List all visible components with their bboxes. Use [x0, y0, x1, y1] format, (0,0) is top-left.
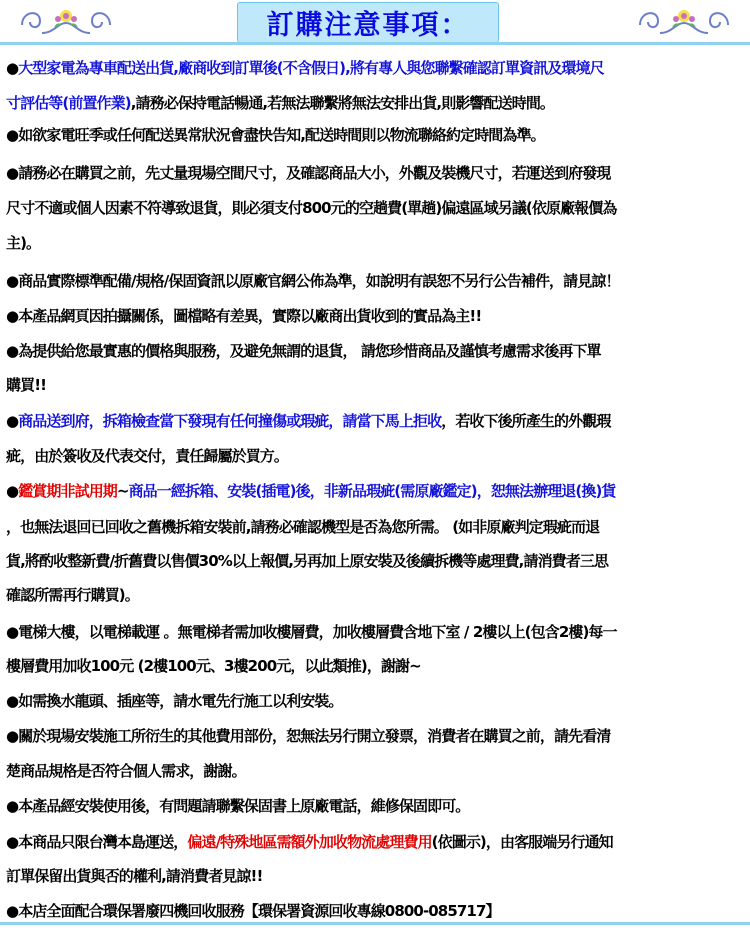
notice-line [6, 303, 750, 329]
notice-text: ~ [116, 482, 129, 500]
notice-line [6, 55, 750, 81]
notice-text: ● [6, 482, 19, 500]
notice-line [6, 619, 750, 645]
notice-line [6, 230, 750, 256]
notice-line [6, 195, 750, 221]
notice-text: 樓層費用加收100元 (2樓100元、3樓200元，以此類推)，謝謝~ [6, 657, 421, 675]
notice-line [6, 863, 750, 889]
page-title: 訂購注意事項： [266, 10, 470, 41]
notice-text: 商品一經拆箱、安裝(插電)後，非新品瑕疵(需原廠鑑定)，恕無法辦理退(換)貨 [128, 482, 616, 500]
notice-line [6, 793, 750, 819]
notice-text: 楚商品規格是否符合個人需求，謝謝。 [6, 762, 246, 780]
notice-text: 鑑賞期非試用期 [18, 482, 117, 500]
notice-text: ●如需換水龍頭、插座等，請水電先行施工以利安裝。 [6, 692, 343, 710]
notice-line [6, 122, 750, 148]
notice-line [6, 582, 750, 608]
header [0, 0, 750, 42]
notice-text: ，若收下後所產生的外觀瑕 [441, 412, 611, 430]
notice-text: 寸評估等(前置作業) [6, 94, 131, 112]
notice-text: (依圖示)，由客服端另行通知 [431, 833, 613, 851]
notice-line [6, 443, 750, 469]
footer-divider [0, 922, 750, 925]
notice-text: ●本商品只限台灣本島運送， [6, 833, 188, 851]
notice-line [6, 478, 750, 504]
notice-line [6, 372, 750, 398]
notice-text: 訂單保留出貨與否的權利,請消費者見諒!! [6, 867, 263, 885]
notice-line [6, 898, 750, 924]
notice-line [6, 160, 750, 186]
notice-line [6, 829, 750, 855]
notice-line [6, 338, 750, 364]
notice-text: ，也無法退回已回收之舊機拆箱安裝前,請務必確認機型是否為您所需。 (如非原廠判定瑕疵而退 [6, 518, 600, 536]
notice-line [6, 408, 750, 434]
notice-text: 大型家電為專車配送出貨,廠商收到訂單後(不含假日),將有專人與您聯繫確認訂單資訊及環境尺 [18, 59, 604, 77]
notice-text: 尺寸不適或個人因素不符導致退貨，則必須支付800元的空趟費(單趟)偏遠區域另議(依原廠報價為 [6, 199, 617, 217]
notice-line [6, 758, 750, 784]
notice-text: ● [6, 59, 19, 77]
notice-line [6, 90, 750, 116]
notice-text: ●如欲家電旺季或任何配送異常狀況會盡快告知,配送時間則以物流聯絡約定時間為準。 [6, 126, 545, 144]
notice-text: ●本店全面配合環保署廢四機回收服務【環保署資源回收專線0800-085717】 [6, 902, 500, 920]
title-box [237, 2, 499, 43]
notice-text: ●本產品網頁因拍攝關係，圖檔略有差異，實際以廠商出貨收到的實品為主!! [6, 307, 482, 325]
notice-text: 商品送到府，拆箱檢查當下發現有任何撞傷或瑕疵，請當下馬上拒收 [18, 412, 442, 430]
notice-text: ●電梯大樓，以電梯載運 。無電梯者需加收樓層費，加收樓層費含地下室 / 2樓以上(包含2樓)每一 [6, 623, 617, 641]
notice-text: ● [6, 412, 19, 430]
flourish-left-icon [18, 3, 114, 39]
notice-text: 確認所需再行購買)。 [6, 586, 139, 604]
notice-text: ●為提供給您最實惠的價格與服務，及避免無謂的退貨， 請您珍惜商品及謹慎考慮需求後再下單 [6, 342, 601, 360]
notice-text: 貨,將酌收整新費/折舊費以售價30%以上報價,另再加上原安裝及後續拆機等處理費,請消費者三思 [6, 552, 609, 570]
notice-text: ,請務必保持電話暢通,若無法聯繫將無法安排出貨,則影響配送時間。 [130, 94, 555, 112]
notice-text: ●商品實際標準配備/規格/保固資訊以原廠官網公佈為準，如說明有誤恕不另行公告補件，請見諒！ [6, 272, 620, 290]
notice-line [6, 688, 750, 714]
notice-line [6, 548, 750, 574]
notice-line [6, 653, 750, 679]
header-divider [0, 42, 750, 45]
notice-text: 購買!! [6, 376, 47, 394]
notice-line [6, 268, 750, 294]
notice-text: 偏遠/特殊地區需額外加收物流處理費用 [187, 833, 432, 851]
notice-text: 疵，由於簽收及代表交付，責任歸屬於買方。 [6, 447, 289, 465]
notice-text: ●請務必在購買之前，先丈量現場空間尺寸，及確認商品大小，外觀及裝機尺寸，若運送到府發現 [6, 164, 611, 182]
notice-line [6, 514, 750, 540]
notice-text: ●本產品經安裝使用後，有問題請聯繫保固書上原廠電話，維修保固即可。 [6, 797, 470, 815]
notice-line [6, 723, 750, 749]
flourish-right-icon [636, 3, 732, 39]
notice-text: ●關於現場安裝施工所衍生的其他費用部份，恕無法另行開立發票，消費者在購買之前，請先看清 [6, 727, 611, 745]
notice-text: 主)。 [6, 234, 41, 252]
